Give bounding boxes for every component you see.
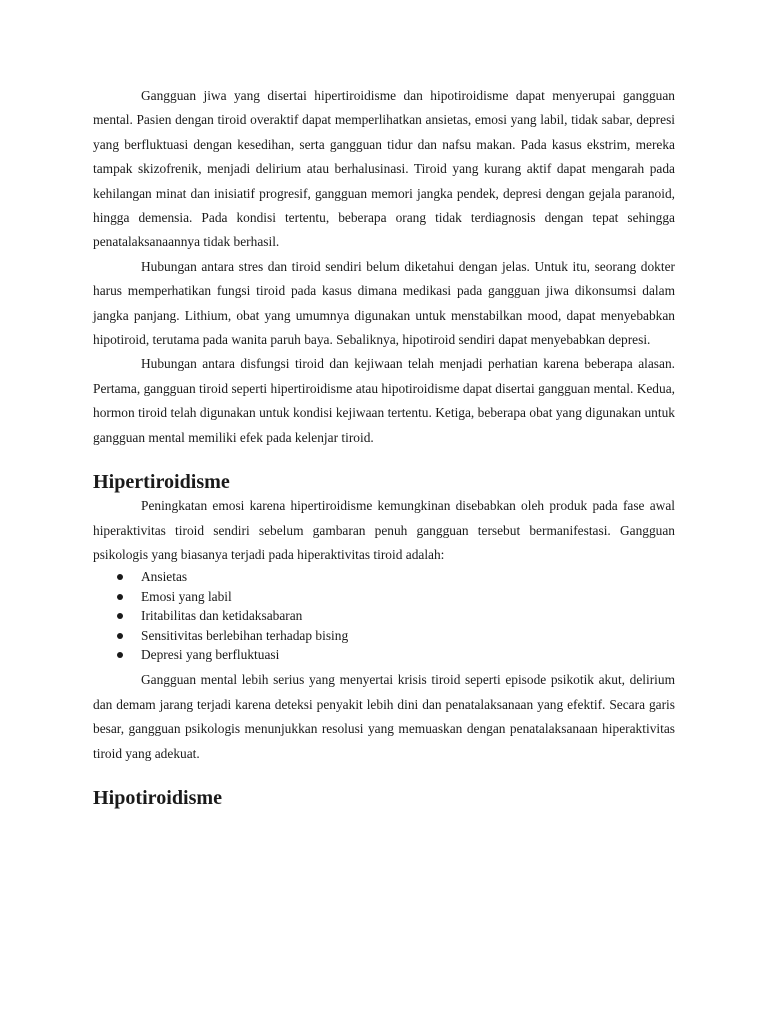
list-item: [93, 587, 675, 606]
list-item-text: Ansietas: [141, 569, 188, 585]
list-item: [93, 567, 675, 586]
heading-hipertiroidisme: Hipertiroidisme: [93, 471, 230, 494]
bullet-icon: [117, 652, 123, 658]
hipertiroidisme-paragraph-2: Gangguan mental lebih serius yang menyertai krisis tiroid seperti episode psikotik akut, delirium dan demam jarang terjadi karena deteksi penyakit lebih dini dan penatalaksanaan yang efektif. Secara garis besar, gangguan psikologis menunjukkan resolusi yang memuaskan dengan penatalaksanaan hiperaktivitas tiroid yang adekuat.: [93, 672, 675, 761]
list-item-text: Depresi yang berfluktuasi: [141, 646, 280, 662]
list-item: [93, 645, 675, 664]
bullet-icon: [117, 633, 123, 639]
bullet-icon: [117, 594, 123, 600]
heading-hipotiroidisme: Hipotiroidisme: [93, 786, 223, 809]
bullet-icon: [117, 613, 123, 619]
list-item: [93, 606, 675, 625]
intro-paragraph-1: Gangguan jiwa yang disertai hipertiroidisme dan hipotiroidisme dapat menyerupai gangguan mental. Pasien dengan tiroid overaktif dapat memperlihatkan ansietas, emosi yang labil, tidak sabar, depresi yang berfluktuasi dengan kesedihan, serta gangguan tidur dan nafsu makan. Pada kasus ekstrim, mereka tampak skizofrenik, menjadi delirium atau berhalusinasi. Tiroid yang kurang aktif dapat mengarah pada kehilangan minat dan inisiatif progresif, gangguan memori jangka pendek, depresi dengan gejala paranoid, hingga demensia. Pada kondisi tertentu, beberapa orang tidak terdiagnosis dengan tepat sehingga penatalaksanaannya tidak berhasil.: [93, 88, 675, 250]
list-item: [93, 626, 675, 645]
list-item-text: Emosi yang labil: [141, 588, 232, 604]
list-item-text: Sensitivitas berlebihan terhadap bising: [141, 627, 349, 643]
intro-paragraph-2: Hubungan antara stres dan tiroid sendiri belum diketahui dengan jelas. Untuk itu, seorang dokter harus memperhatikan fungsi tiroid pada kasus dimana medikasi pada gangguan jiwa dikonsumsi dalam jangka panjang. Lithium, obat yang umumnya digunakan untuk menstabilkan mood, dapat menyebabkan hipotiroid, terutama pada wanita paruh baya. Sebaliknya, hipotiroid sendiri dapat menyebabkan depresi.: [93, 258, 675, 348]
symptom-list: [93, 567, 675, 664]
section-spacer: [93, 450, 675, 470]
hipertiroidisme-paragraph-1: Peningkatan emosi karena hipertiroidisme kemungkinan disebabkan oleh produk pada fase awal hiperaktivitas tiroid sendiri sebelum gambaran penuh gangguan tersebut bermanifestasi. Gangguan psikologis yang biasanya terjadi pada hiperaktivitas tiroid adalah:: [93, 498, 675, 562]
list-item-text: Iritabilitas dan ketidaksabaran: [141, 608, 303, 624]
intro-paragraph-3: Hubungan antara disfungsi tiroid dan kejiwaan telah menjadi perhatian karena beberapa alasan. Pertama, gangguan tiroid seperti hipertiroidisme atau hipotiroidisme dapat disertai gangguan mental. Kedua, hormon tiroid telah digunakan untuk kondisi kejiwaan tertentu. Ketiga, beberapa obat yang digunakan untuk gangguan mental memiliki efek pada kelenjar tiroid.: [93, 356, 675, 445]
bullet-icon: [117, 574, 123, 580]
document-page: [93, 84, 675, 810]
section-spacer: [93, 766, 675, 786]
